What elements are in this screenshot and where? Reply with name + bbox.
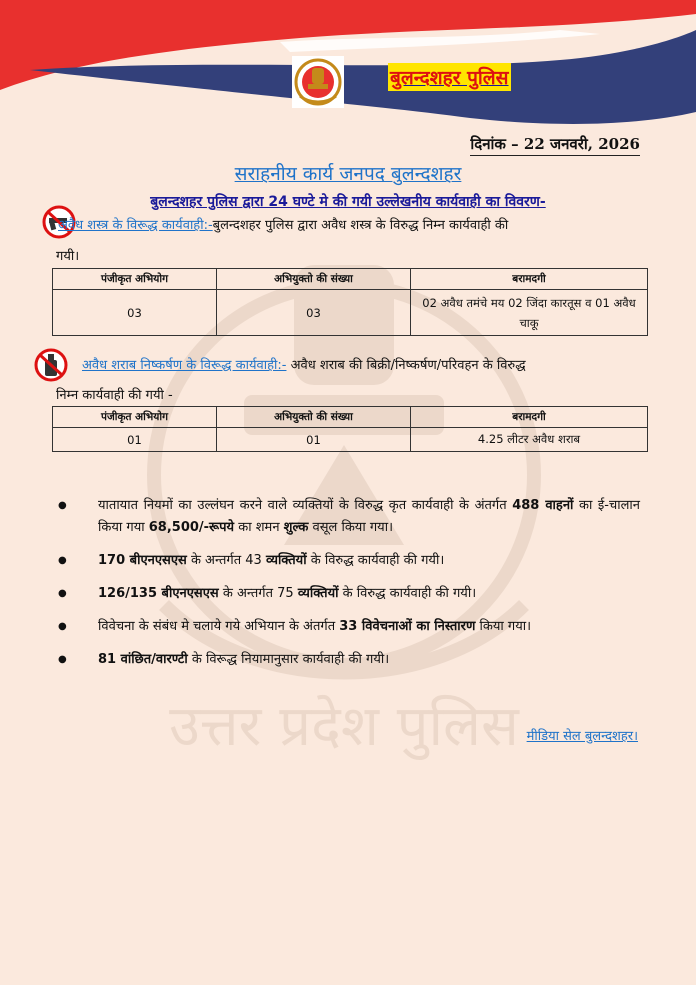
table-header-row (53, 407, 648, 428)
svg-text:उत्तर प्रदेश पुलिस: उत्तर प्रदेश पुलिस (169, 694, 519, 759)
table-row (53, 428, 648, 452)
cell-registered-cases: 03 (53, 290, 217, 336)
section2-intro (82, 355, 648, 377)
col-recovery: बरामदगी (411, 269, 648, 290)
list-item: ● 126/135 बीएनएसएस के अन्तर्गत 75 व्यक्तियों के विरुद्ध कार्यवाही की गयी। (58, 583, 640, 605)
list-item: ● विवेचना के संबंध मे चलाये गये अभियान के अंतर्गत 33 विवेचनाओं का निस्तारण किया गया। (58, 616, 640, 638)
up-police-logo (292, 56, 344, 108)
report-date: दिनांक – 22 जनवरी, 2026 (470, 134, 640, 156)
table-header-row (53, 269, 648, 290)
page-title: सराहनीय कार्य जनपद बुलन्दशहर (234, 163, 462, 185)
cell-registered-cases: 01 (53, 428, 217, 452)
page-subtitle: बुलन्दशहर पुलिस द्वारा 24 घण्टे मे की गयी उल्लेखनीय कार्यवाही का विवरण- (150, 194, 546, 210)
section1-text: बुलन्दशहर पुलिस द्वारा अवैध शस्त्र के विरुद्ध निम्न कार्यवाही की (212, 218, 509, 233)
cell-accused-count: 03 (217, 290, 411, 336)
action-list (58, 495, 640, 682)
section2-text-cont: निम्न कार्यवाही की गयी - (56, 388, 173, 403)
table-row (53, 290, 648, 336)
section2-text: अवैध शराब की बिक्री/निष्कर्षण/परिवहन के विरुद्ध (286, 358, 526, 373)
list-item: ● 170 बीएनएसएस के अन्तर्गत 43 व्यक्तियों के विरुद्ध कार्यवाही की गयी। (58, 550, 640, 572)
section1-heading: अवैध शस्त्र के विरूद्ध कार्यवाही:- (58, 218, 213, 233)
col-registered-cases: पंजीकृत अभियोग (53, 269, 217, 290)
brand-title: बुलन्दशहर पुलिस (388, 63, 511, 91)
col-registered-cases: पंजीकृत अभियोग (53, 407, 217, 428)
col-accused-count: अभियुक्तो की संख्या (217, 269, 411, 290)
section1-text-cont: गयी। (56, 249, 80, 264)
col-accused-count: अभियुक्तो की संख्या (217, 407, 411, 428)
section2-table (52, 406, 648, 452)
section2-heading: अवैध शराब निष्कर्षण के विरूद्ध कार्यवाही:- (82, 358, 287, 373)
col-recovery: बरामदगी (411, 407, 648, 428)
cell-accused-count: 01 (217, 428, 411, 452)
list-item: ● यातायात नियमों का उल्लंघन करने वाले व्यक्तियों के विरुद्ध कृत कार्यवाही के अंतर्गत 488 वाहनों का ई-चालान किया गया 68,500/-रूपये का शमन शुल्क वसूल किया गया। (58, 495, 640, 539)
no-alcohol-icon (34, 348, 68, 382)
section1-intro (58, 215, 648, 237)
section1-table (52, 268, 648, 336)
header-banner (0, 0, 696, 140)
list-item: ● 81 वांछित/वारण्टी के विरूद्ध नियामानुसार कार्यवाही की गयी। (58, 649, 640, 671)
cell-recovery: 02 अवैध तमंचे मय 02 जिंदा कारतूस व 01 अवैध चाकू (411, 290, 648, 336)
media-cell-signoff: मीडिया सेल बुलन्दशहर। (526, 729, 638, 744)
cell-recovery: 4.25 लीटर अवैध शराब (411, 428, 648, 452)
